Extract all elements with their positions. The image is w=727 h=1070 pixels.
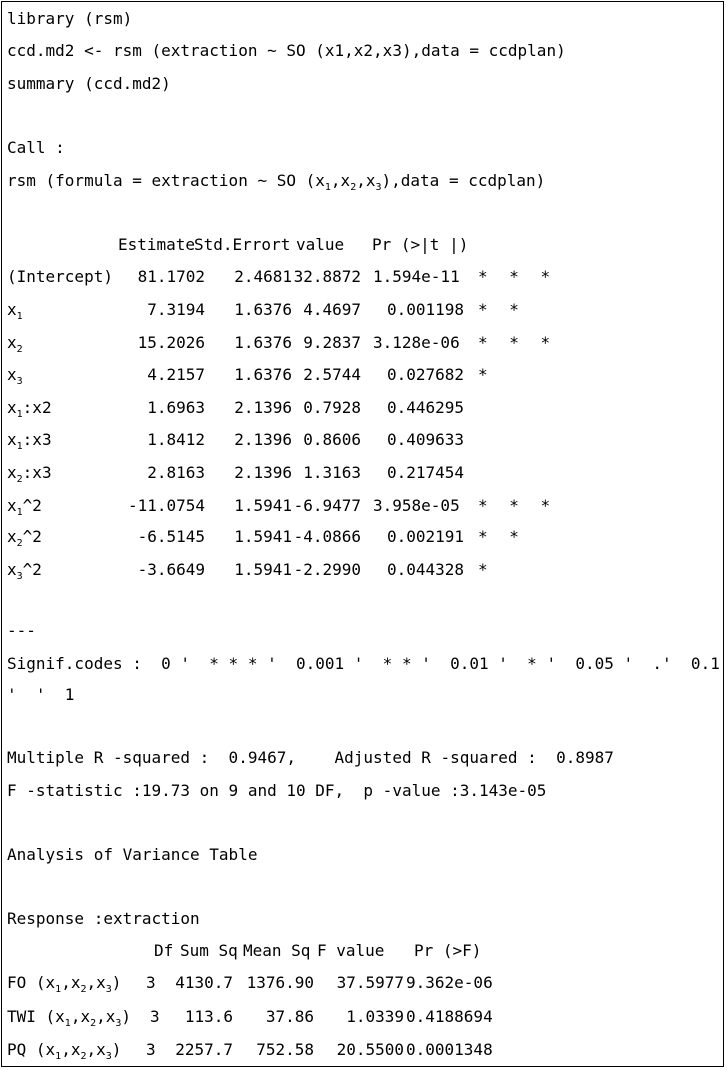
anova-response: Response :extraction <box>7 909 200 928</box>
term-label: $x_2$ <box>7 333 23 355</box>
anova-term: PQ $(x_1,x_2,x_3)$ <box>7 1040 122 1062</box>
col-f-value: F value <box>317 941 385 960</box>
significance-stars: * * <box>478 300 525 319</box>
col-pr-f: Pr (>F) <box>414 941 482 960</box>
col-sum-sq: Sum Sq <box>180 941 238 960</box>
estimate-value: -11.0754 <box>127 496 205 515</box>
p-value: 0.409633 <box>387 430 465 449</box>
anova-term: FO $(x_1,x_2,x_3)$ <box>7 973 122 995</box>
t-value: 1.3163 <box>303 463 361 482</box>
std-error-value: 2.4681 <box>234 267 292 286</box>
p-value: 1.594e-11 <box>373 267 460 286</box>
std-error-value: 2.1396 <box>234 463 292 482</box>
t-value: 4.4697 <box>303 300 361 319</box>
signif-codes-line2: ' ' 1 <box>7 685 75 704</box>
estimate-value: -6.5145 <box>137 527 205 546</box>
t-value: 0.7928 <box>303 398 361 417</box>
term-label: (Intercept) <box>7 267 113 286</box>
t-value: -4.0866 <box>293 527 361 546</box>
anova-term: TWI $(x_1,x_2,x_3)$ <box>7 1007 132 1029</box>
t-value: 2.5744 <box>303 365 361 384</box>
r-output-panel <box>1 1 724 1067</box>
estimate-value: 15.2026 <box>137 333 205 352</box>
sum-sq-value: 113.6 <box>184 1007 233 1026</box>
pr-f-value: 0.0001348 <box>406 1040 493 1059</box>
p-value: 0.002191 <box>387 527 465 546</box>
p-value: 3.958e-05 <box>373 496 460 515</box>
signif-codes-line1: Signif.codes : 0 ' * * * ' 0.001 ' * * ' 0.01 ' * ' 0.05 ' .' 0.1 <box>7 654 720 673</box>
estimate-value: 1.6963 <box>147 398 205 417</box>
std-error-value: 2.1396 <box>234 430 292 449</box>
estimate-value: 81.1702 <box>137 267 205 286</box>
std-error-value: 1.6376 <box>234 333 292 352</box>
df-value: 3 <box>150 1007 160 1026</box>
std-error-value: 1.6376 <box>234 365 292 384</box>
mean-sq-value: 1376.90 <box>246 973 314 992</box>
t-value: 9.2837 <box>303 333 361 352</box>
estimate-value: 4.2157 <box>147 365 205 384</box>
std-error-value: 1.5941 <box>234 560 292 579</box>
col-std-error: Std.Errort <box>194 235 291 254</box>
significance-stars: * * * <box>478 333 557 352</box>
p-value: 0.217454 <box>387 463 465 482</box>
code-line-summary: summary (ccd.md2) <box>7 74 171 93</box>
p-value: 0.027682 <box>387 365 465 384</box>
call-prefix: rsm (formula = extraction ~ SO (x <box>7 171 325 190</box>
code-line-model: ccd.md2 <- rsm (extraction ~ SO (x1,x2,x3),data = ccdplan) <box>7 41 566 60</box>
significance-stars: * * <box>478 527 525 546</box>
df-value: 3 <box>146 973 156 992</box>
term-label: $x_3\^{}2$ <box>7 560 42 582</box>
r-squared-line: Multiple R -squared : 0.9467, Adjusted R -squared : 0.8987 <box>7 748 614 767</box>
pr-f-value: 9.362e-06 <box>406 973 493 992</box>
t-value: 32.8872 <box>293 267 361 286</box>
mean-sq-value: 37.86 <box>265 1007 314 1026</box>
estimate-value: 1.8412 <box>147 430 205 449</box>
col-t-value: value <box>296 235 345 254</box>
anova-title: Analysis of Variance Table <box>7 845 258 864</box>
pr-f-value: 0.4188694 <box>406 1007 493 1026</box>
p-value: 0.044328 <box>387 560 465 579</box>
p-value: 3.128e-06 <box>373 333 460 352</box>
estimate-value: -3.6649 <box>137 560 205 579</box>
significance-stars: * * * <box>478 496 557 515</box>
std-error-value: 1.5941 <box>234 527 292 546</box>
t-value: -6.9477 <box>293 496 361 515</box>
call-label: Call : <box>7 138 65 157</box>
mean-sq-value: 752.58 <box>256 1040 314 1059</box>
p-value: 0.446295 <box>387 398 465 417</box>
call-formula: rsm (formula = extraction ~ SO $(x_1,x_2,x_3),data$ = ccdplan) <box>7 171 546 193</box>
term-label: $x_2\^{}2$ <box>7 527 42 549</box>
call-suffix: ),data = ccdplan) <box>381 171 546 190</box>
t-value: 0.8606 <box>303 430 361 449</box>
t-value: -2.2990 <box>293 560 361 579</box>
estimate-value: 2.8163 <box>147 463 205 482</box>
term-label: $x_2:x3$ <box>7 463 52 485</box>
col-mean-sq: Mean Sq <box>243 941 311 960</box>
sum-sq-value: 2257.7 <box>175 1040 233 1059</box>
f-value: 37.5977 <box>336 973 404 992</box>
term-label: $x_1$ <box>7 300 23 322</box>
col-estimate: Estimate <box>118 235 196 254</box>
anova-header <box>0 942 727 1050</box>
col-p-value: Pr (>|t |) <box>372 235 469 254</box>
estimate-value: 7.3194 <box>147 300 205 319</box>
col-df: Df <box>154 941 174 960</box>
term-label: $x_1:x3$ <box>7 430 52 452</box>
std-error-value: 1.5941 <box>234 496 292 515</box>
sum-sq-value: 4130.7 <box>175 973 233 992</box>
p-value: 0.001198 <box>387 300 465 319</box>
significance-stars: * <box>478 365 494 384</box>
std-error-value: 2.1396 <box>234 398 292 417</box>
f-value: 1.0339 <box>346 1007 404 1026</box>
term-label: $x_1\^{}2$ <box>7 496 42 518</box>
term-label: $x_3$ <box>7 365 23 387</box>
significance-stars: * <box>478 560 494 579</box>
term-label: $x_1:x2$ <box>7 398 52 420</box>
code-line-library: library (rsm) <box>7 9 133 28</box>
df-value: 3 <box>146 1040 156 1059</box>
std-error-value: 1.6376 <box>234 300 292 319</box>
f-statistic-line: F -statistic :19.73 on 9 and 10 DF, p -value :3.143e-05 <box>7 781 547 800</box>
separator: --- <box>7 621 36 640</box>
significance-stars: * * * <box>478 267 557 286</box>
f-value: 20.5500 <box>336 1040 404 1059</box>
